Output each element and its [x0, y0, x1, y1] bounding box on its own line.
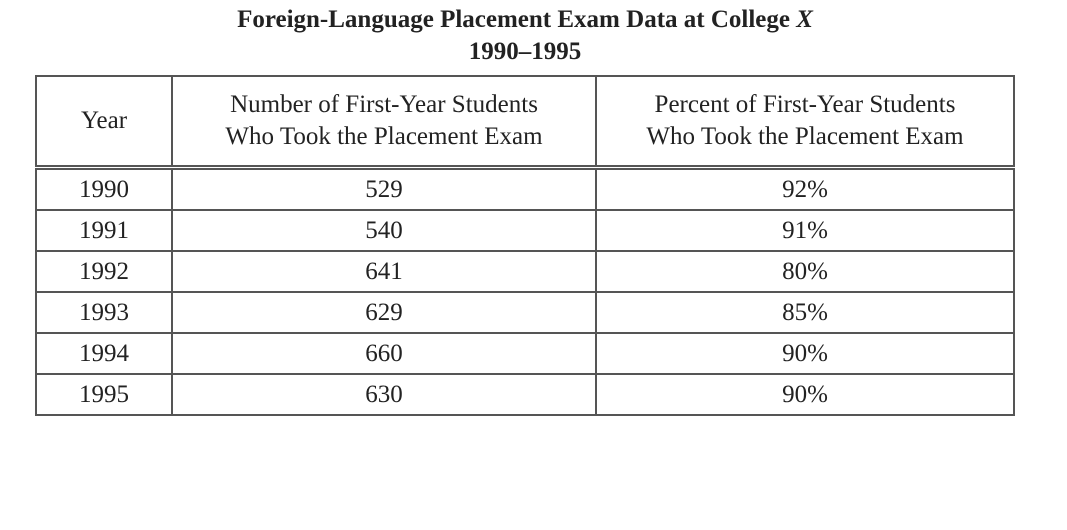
column-header-line: Percent of First-Year Students [654, 91, 956, 118]
table-header-row [36, 76, 1014, 168]
cell-number: 629 [172, 292, 596, 333]
table-row [36, 333, 1014, 374]
cell-percent: 80% [596, 251, 1014, 292]
cell-percent: 85% [596, 292, 1014, 333]
cell-number: 540 [172, 210, 596, 251]
cell-number: 529 [172, 168, 596, 211]
column-header-line: Who Took the Placement Exam [225, 123, 543, 150]
table-row [36, 210, 1014, 251]
cell-year: 1992 [36, 251, 172, 292]
cell-percent: 90% [596, 374, 1014, 415]
column-header-year [36, 76, 172, 168]
cell-year: 1994 [36, 333, 172, 374]
cell-year: 1991 [36, 210, 172, 251]
column-header-line: Year [80, 107, 128, 134]
cell-year: 1995 [36, 374, 172, 415]
cell-percent: 92% [596, 168, 1014, 211]
cell-percent: 91% [596, 210, 1014, 251]
placement-exam-table [35, 75, 1015, 416]
table-subtitle: 1990–1995 [468, 38, 582, 65]
table-title [0, 4, 1050, 36]
table-row [36, 251, 1014, 292]
cell-number: 641 [172, 251, 596, 292]
table-row [36, 292, 1014, 333]
column-header-line: Number of First-Year Students [230, 91, 538, 118]
cell-year: 1993 [36, 292, 172, 333]
table-title-text: Foreign-Language Placement Exam Data at College [237, 6, 790, 33]
table-row [36, 374, 1014, 415]
cell-year: 1990 [36, 168, 172, 211]
cell-number: 630 [172, 374, 596, 415]
cell-number: 660 [172, 333, 596, 374]
table-row [36, 168, 1014, 211]
column-header-line: Who Took the Placement Exam [646, 123, 964, 150]
cell-percent: 90% [596, 333, 1014, 374]
column-header-percent [596, 76, 1014, 168]
column-header-number [172, 76, 596, 168]
table-title-variable: X [796, 6, 813, 33]
table-title-block [0, 4, 1050, 68]
